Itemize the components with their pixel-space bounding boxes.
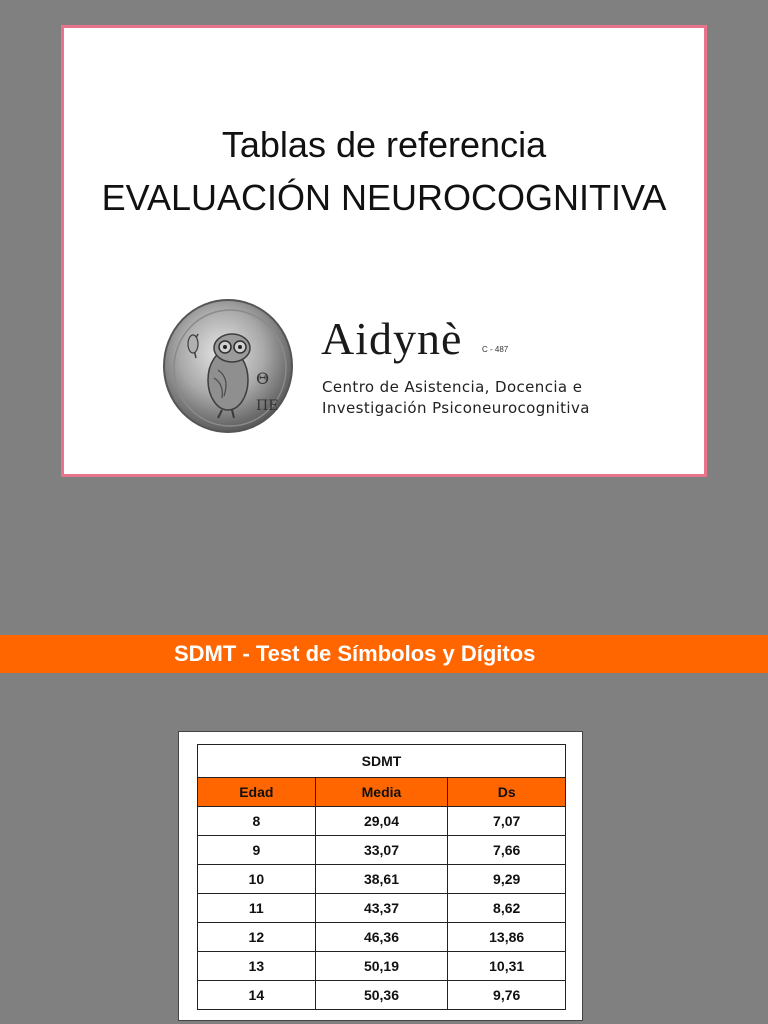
column-header-ds: Ds bbox=[448, 778, 566, 807]
cell-edad: 8 bbox=[198, 807, 316, 836]
table-row bbox=[198, 981, 566, 1010]
cell-media: 33,07 bbox=[315, 836, 448, 865]
sdmt-table bbox=[197, 744, 566, 1010]
brand-subtitle-1: Centro de Asistencia, Docencia e bbox=[322, 378, 583, 396]
brand-registration: C - 487 bbox=[482, 345, 509, 354]
cell-media: 50,36 bbox=[315, 981, 448, 1010]
cell-ds: 10,31 bbox=[448, 952, 566, 981]
table-card bbox=[178, 731, 583, 1021]
section-heading-bar bbox=[0, 635, 768, 673]
cell-media: 46,36 bbox=[315, 923, 448, 952]
table-caption: SDMT bbox=[198, 745, 566, 778]
cell-edad: 11 bbox=[198, 894, 316, 923]
column-header-edad: Edad bbox=[198, 778, 316, 807]
cell-ds: 7,66 bbox=[448, 836, 566, 865]
cell-media: 38,61 bbox=[315, 865, 448, 894]
title-card bbox=[61, 25, 707, 477]
cell-edad: 12 bbox=[198, 923, 316, 952]
cell-edad: 14 bbox=[198, 981, 316, 1010]
cell-edad: 13 bbox=[198, 952, 316, 981]
cell-media: 29,04 bbox=[315, 807, 448, 836]
cell-ds: 9,76 bbox=[448, 981, 566, 1010]
svg-text:Θ: Θ bbox=[256, 369, 270, 388]
table-row bbox=[198, 923, 566, 952]
table-row bbox=[198, 865, 566, 894]
brand-name: Aidynè bbox=[321, 313, 463, 364]
section-heading: SDMT - Test de Símbolos y Dígitos bbox=[174, 641, 536, 666]
table-row bbox=[198, 894, 566, 923]
cell-ds: 8,62 bbox=[448, 894, 566, 923]
column-header-media: Media bbox=[315, 778, 448, 807]
brand-subtitle-2: Investigación Psiconeurocognitiva bbox=[322, 399, 590, 417]
title-line-2: EVALUACIÓN NEUROCOGNITIVA bbox=[101, 177, 667, 218]
svg-text:ΠΕ: ΠΕ bbox=[256, 398, 279, 414]
cell-media: 50,19 bbox=[315, 952, 448, 981]
table-row bbox=[198, 807, 566, 836]
cell-ds: 7,07 bbox=[448, 807, 566, 836]
title-line-1: Tablas de referencia bbox=[221, 124, 547, 165]
cell-edad: 9 bbox=[198, 836, 316, 865]
table-row bbox=[198, 836, 566, 865]
cell-media: 43,37 bbox=[315, 894, 448, 923]
cell-ds: 13,86 bbox=[448, 923, 566, 952]
table-row bbox=[198, 952, 566, 981]
owl-coin-icon bbox=[160, 298, 296, 434]
cell-edad: 10 bbox=[198, 865, 316, 894]
cell-ds: 9,29 bbox=[448, 865, 566, 894]
